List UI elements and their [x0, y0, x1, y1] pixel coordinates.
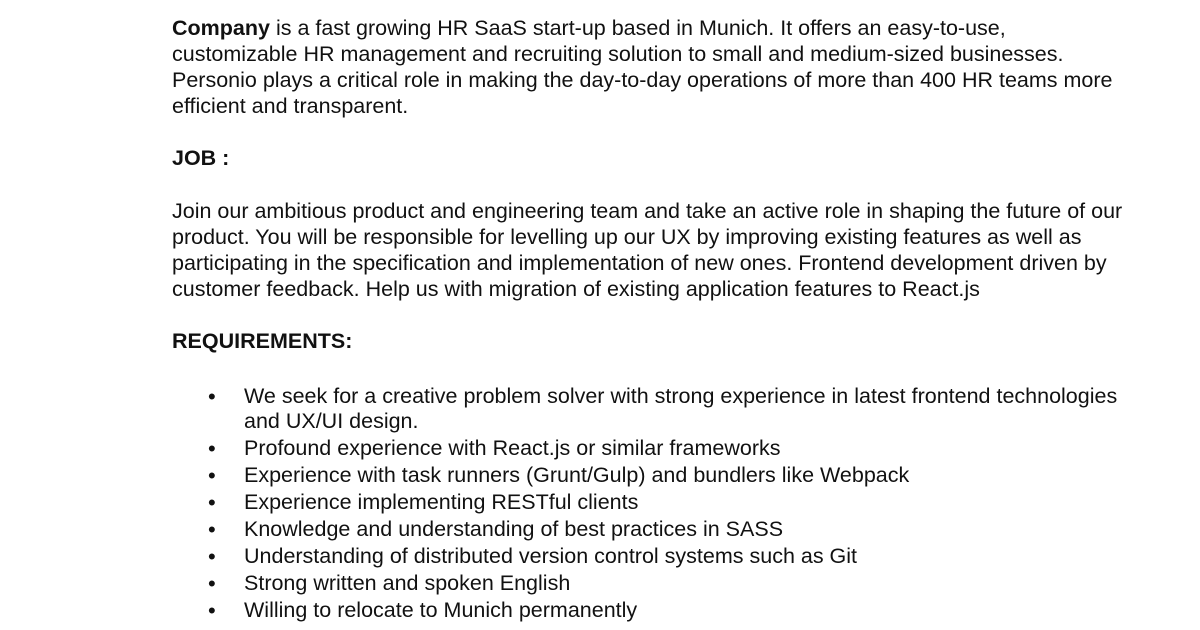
requirement-item [172, 544, 1132, 569]
company-name: Company [172, 16, 270, 40]
requirement-item [172, 598, 1132, 623]
job-heading: JOB : [172, 146, 230, 170]
requirement-text: Experience with task runners (Grunt/Gulp) and bundlers like Webpack [244, 463, 910, 487]
requirement-item [172, 463, 1132, 488]
requirement-item [172, 384, 1132, 434]
requirement-item [172, 436, 1132, 461]
bullet-icon: • [208, 436, 216, 461]
requirement-text: We seek for a creative problem solver with strong experience in latest frontend technologies and UX/UI design. [244, 384, 1118, 433]
bullet-icon: • [208, 384, 216, 409]
requirement-text: Knowledge and understanding of best practices in SASS [244, 517, 784, 541]
requirement-item [172, 571, 1132, 596]
requirement-text: Willing to relocate to Munich permanently [244, 598, 638, 622]
company-description: is a fast growing HR SaaS start-up based in Munich. It offers an easy-to-use, customizable HR management and recruiting solution to small and medium-sized businesses. Personio plays a critical role in making the day-to-day operations of more than 400 HR teams more efficient and transparent. [172, 16, 1113, 118]
requirement-text: Experience implementing RESTful clients [244, 490, 639, 514]
bullet-icon: • [208, 598, 216, 623]
job-description: Join our ambitious product and engineering team and take an active role in shaping the future of our product. You will be responsible for levelling up our UX by improving existing features as well as participating in the specification and implementation of new ones. Frontend development driven by customer feedback. Help us with migration of existing application features to React.js [172, 199, 1123, 301]
bullet-icon: • [208, 463, 216, 488]
bullet-icon: • [208, 490, 216, 515]
requirements-list [172, 384, 1132, 623]
job-posting [172, 15, 1132, 625]
requirement-item [172, 490, 1132, 515]
requirement-text: Profound experience with React.js or similar frameworks [244, 436, 781, 460]
bullet-icon: • [208, 517, 216, 542]
company-paragraph [172, 15, 1132, 119]
requirements-heading: REQUIREMENTS: [172, 329, 353, 353]
bullet-icon: • [208, 544, 216, 569]
requirement-text: Strong written and spoken English [244, 571, 571, 595]
bullet-icon: • [208, 571, 216, 596]
requirement-item [172, 517, 1132, 542]
requirement-text: Understanding of distributed version control systems such as Git [244, 544, 858, 568]
